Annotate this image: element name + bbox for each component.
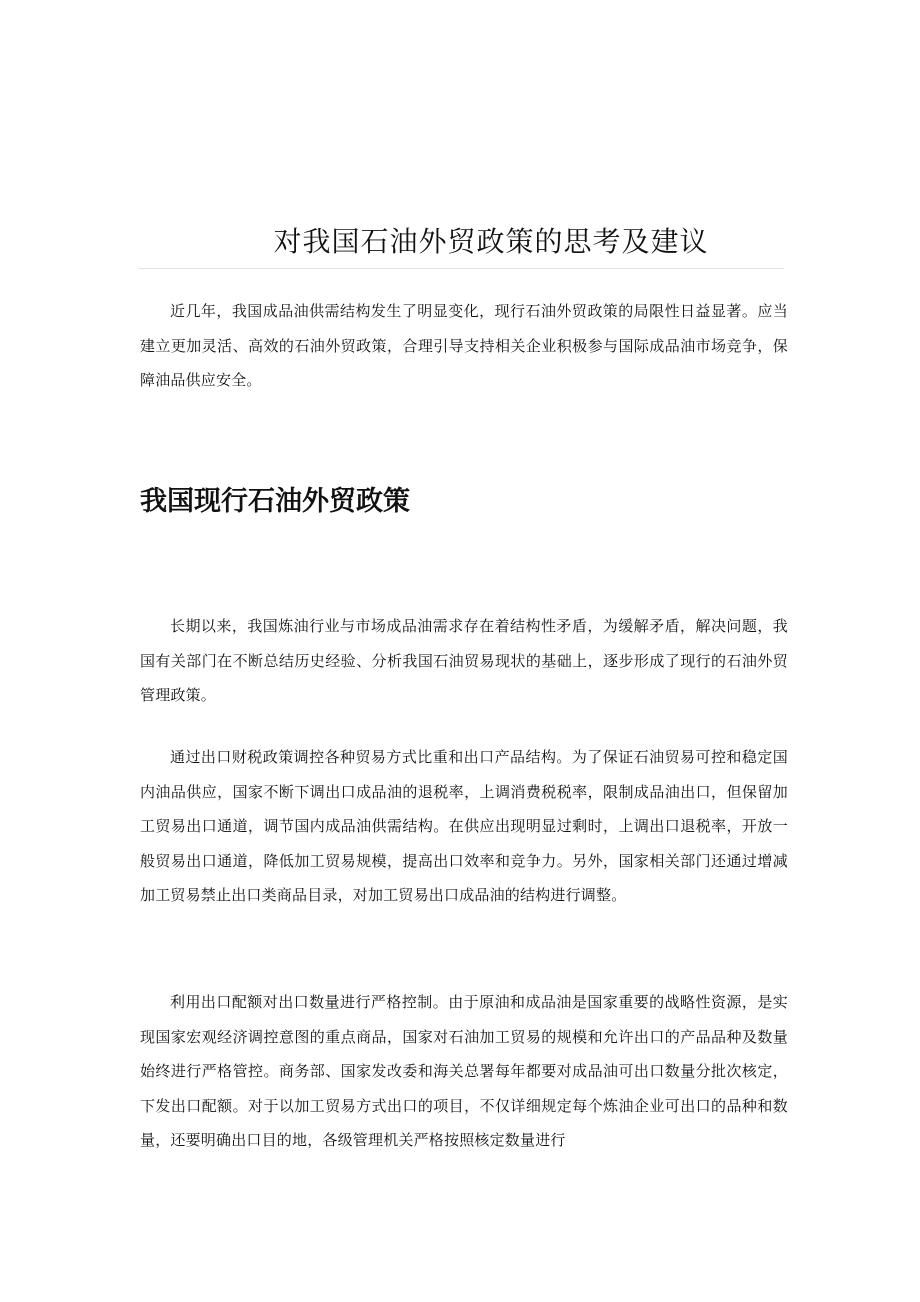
title-divider xyxy=(138,268,784,269)
body-paragraph-1: 长期以来，我国炼油行业与市场成品油需求存在着结构性矛盾，为缓解矛盾，解决问题，我国有关部门在不断总结历史经验、分析我国石油贸易现状的基础上，逐步形成了现行的石油外贸管理政策。 xyxy=(140,617,788,705)
intro-paragraph: 近几年，我国成品油供需结构发生了明显变化，现行石油外贸政策的局限性日益显著。应当建立更加灵活、高效的石油外贸政策，合理引导支持相关企业积极参与国际成品油市场竞争，保障油品供应安全。 xyxy=(140,302,788,390)
document-title: 对我国石油外贸政策的思考及建议 xyxy=(273,225,709,258)
section-heading: 我国现行石油外贸政策 xyxy=(140,486,410,517)
body-paragraph-3: 利用出口配额对出口数量进行严格控制。由于原油和成品油是国家重要的战略性资源，是实现国家宏观经济调控意图的重点商品，国家对石油加工贸易的规模和允许出口的产品品种及数量始终进行严格管控。商务部、国家发改委和海关总署每年都要对成品油可出口数量分批次核定，下发出口配额。对于以加工贸易方式出口的项目，不仅详细规定每个炼油企业可出口的品种和数量，还要明确出口目的地，各级管理机关严格按照核定数量进行 xyxy=(140,993,788,1150)
body-paragraph-2: 通过出口财税政策调控各种贸易方式比重和出口产品结构。为了保证石油贸易可控和稳定国内油品供应，国家不断下调出口成品油的退税率，上调消费税税率，限制成品油出口，但保留加工贸易出口通道，调节国内成品油供需结构。在供应出现明显过剩时，上调出口退税率，开放一般贸易出口通道，降低加工贸易规模，提高出口效率和竞争力。另外，国家相关部门还通过增减加工贸易禁止出口类商品目录，对加工贸易出口成品油的结构进行调整。 xyxy=(140,748,788,905)
